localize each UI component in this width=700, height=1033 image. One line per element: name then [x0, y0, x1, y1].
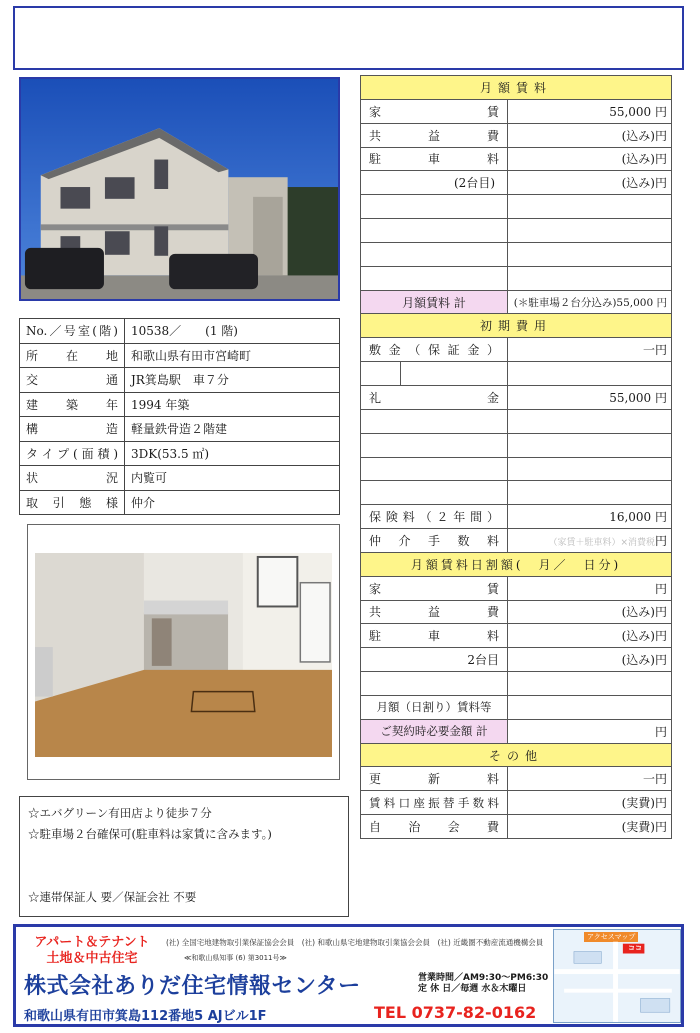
table-row: [361, 266, 672, 290]
info-label: タイプ(面積): [20, 441, 125, 466]
fee-label: 礼金: [361, 385, 508, 409]
fee-label: 自治会費: [361, 815, 508, 839]
fee-value: (実費)円: [508, 815, 672, 839]
table-row: [361, 695, 672, 719]
table-row: [361, 791, 672, 815]
monthly-total-row: [361, 290, 672, 314]
fee-label: 家賃: [361, 576, 508, 600]
table-row: [361, 242, 672, 266]
table-row: [361, 648, 672, 672]
map-here-label: ココ: [628, 944, 642, 952]
table-row: [20, 490, 340, 515]
header-box: [13, 6, 684, 70]
info-value: 1994 年築: [125, 392, 340, 417]
table-row: [361, 219, 672, 243]
table-row: [361, 576, 672, 600]
table-row: [361, 409, 672, 433]
contract-total-row: [361, 719, 672, 743]
table-row: [361, 195, 672, 219]
hours-line: 営業時間／AM9:30～PM6:30: [418, 973, 549, 983]
tagline-line: アパート＆テナント: [34, 935, 150, 950]
info-label: 状況: [20, 466, 125, 491]
table-row: [20, 392, 340, 417]
fee-value: 一円: [508, 767, 672, 791]
fee-label: 家賃: [361, 99, 508, 123]
prorated-header-row: [361, 552, 672, 576]
table-row: [361, 600, 672, 624]
table-row: [361, 481, 672, 505]
fee-value: 円: [654, 533, 667, 548]
brokerage-note: （家賃＋駐車料）×消費税: [548, 537, 655, 548]
company-name: 株式会社ありだ住宅情報センター: [24, 974, 361, 999]
fee-table: [360, 75, 672, 839]
fee-value: (実費)円: [508, 791, 672, 815]
table-row: [361, 123, 672, 147]
table-row: [20, 417, 340, 442]
table-row: [361, 457, 672, 481]
info-value: 和歌山県有田市宮崎町: [125, 343, 340, 368]
monthly-header: 月額賃料: [361, 76, 672, 100]
table-row: [361, 338, 672, 362]
info-label: 取引態様: [20, 490, 125, 515]
info-label: 交通: [20, 368, 125, 393]
note-line: ☆連帯保証人 要／保証会社 不要: [28, 890, 197, 904]
fee-value: (込み)円: [508, 624, 672, 648]
fee-label: 2台目: [361, 648, 508, 672]
fee-value: (込み)円: [508, 123, 672, 147]
fee-label: 共益費: [361, 600, 508, 624]
fee-value: (込み)円: [508, 147, 672, 171]
initial-header-row: [361, 314, 672, 338]
prorated-header: 月額賃料日割額( 月／ 日分): [361, 552, 672, 576]
fee-value: (込み)円: [508, 171, 672, 195]
business-hours: [418, 973, 548, 995]
info-label: 建築年: [20, 392, 125, 417]
info-label: No.／号室(階): [20, 319, 125, 344]
exterior-photo: [19, 77, 340, 301]
fee-value: 円: [508, 576, 672, 600]
fee-value: 一円: [508, 338, 672, 362]
fee-label: 月額賃料 計: [361, 290, 508, 314]
fee-label: 賃料口座振替手数料: [361, 791, 508, 815]
other-header: その他: [361, 743, 672, 767]
fee-value: 16,000 円: [508, 505, 672, 529]
fee-value: (込み)円: [508, 648, 672, 672]
fee-value: 55,000 円: [508, 99, 672, 123]
fee-label: 駐車料: [361, 147, 508, 171]
info-value: JR箕島駅 車７分: [125, 368, 340, 393]
info-value: 10538／ (1 階): [125, 319, 340, 344]
company-footer: [13, 924, 684, 1027]
fee-label: 仲介手数料: [361, 529, 508, 553]
note-line: ☆駐車場２台確保可(駐車料は家賃に含みます。): [28, 827, 272, 841]
interior-photo: [27, 524, 340, 780]
holiday-line: 定 休 日／毎週 水＆木曜日: [418, 984, 527, 994]
info-value: 内覧可: [125, 466, 340, 491]
other-header-row: [361, 743, 672, 767]
table-row: [361, 171, 672, 195]
phone-number[interactable]: TEL 0737-82-0162: [374, 1003, 537, 1022]
monthly-header-row: [361, 76, 672, 100]
tagline-line: 土地＆中古住宅: [46, 951, 138, 966]
access-map: [553, 929, 681, 1023]
initial-header: 初期費用: [361, 314, 672, 338]
table-row: [20, 466, 340, 491]
fee-label: 月額（日割り）賃料等: [361, 695, 508, 719]
info-value: 軽量鉄骨造２階建: [125, 417, 340, 442]
service-tagline: [22, 935, 162, 967]
association-text: (社) 全国宅地建物取引業保証協会会員 (社) 和歌山県宅地建物取引業協会会員 (社) 近畿圏不動産流通機構会員: [166, 938, 544, 947]
table-row: [361, 99, 672, 123]
info-label: 構造: [20, 417, 125, 442]
table-row: [361, 433, 672, 457]
fee-label: ご契約時必要金額 計: [361, 719, 508, 743]
info-value: 3DK(53.5 ㎡): [125, 441, 340, 466]
table-row: [361, 362, 672, 386]
table-row: [361, 624, 672, 648]
license-text: ≪和歌山県知事 (6) 第3011号≫: [184, 954, 287, 962]
company-address: 和歌山県有田市箕島112番地5 AJビル1F: [24, 1009, 267, 1024]
table-row: [361, 767, 672, 791]
fee-value: (＊駐車場２台分込み)55,000 円: [508, 290, 672, 314]
map-title: アクセスマップ: [584, 932, 638, 942]
fee-label: 駐車料: [361, 624, 508, 648]
fee-label: (2台目): [361, 171, 508, 195]
fee-label: 更新料: [361, 767, 508, 791]
info-label: 所在地: [20, 343, 125, 368]
table-row: [361, 672, 672, 696]
note-line: ☆エバグリーン有田店より徒歩７分: [28, 806, 212, 820]
info-value: 仲介: [125, 490, 340, 515]
property-info-table: [19, 318, 340, 515]
fee-value: (込み)円: [508, 600, 672, 624]
table-row: [20, 319, 340, 344]
fee-label: 共益費: [361, 123, 508, 147]
table-row: [361, 147, 672, 171]
table-row: [361, 815, 672, 839]
fee-label: 敷金（保証金）: [361, 338, 508, 362]
table-row: [361, 529, 672, 553]
fee-value: 円: [508, 719, 672, 743]
table-row: [20, 343, 340, 368]
fee-label: 保険料（２年間）: [361, 505, 508, 529]
fee-value: 55,000 円: [508, 385, 672, 409]
table-row: [361, 385, 672, 409]
table-row: [20, 368, 340, 393]
notes-box: [19, 796, 349, 917]
fee-value: [508, 695, 672, 719]
table-row: [20, 441, 340, 466]
table-row: [361, 505, 672, 529]
